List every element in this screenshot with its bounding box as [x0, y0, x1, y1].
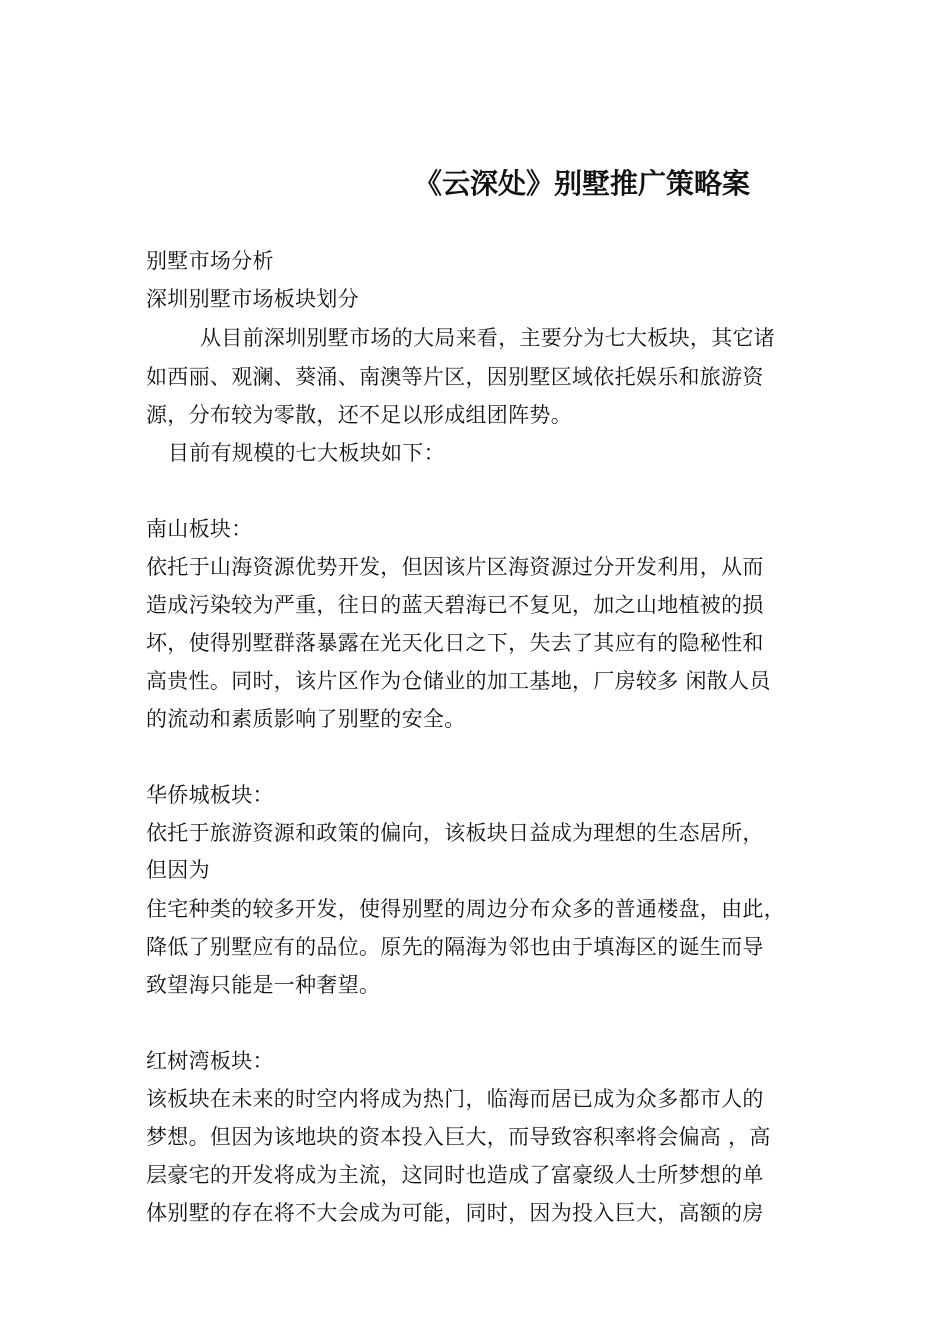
paragraph-line: 层豪宅的开发将成为主流，这同时也造成了富豪级人士所梦想的单 [146, 1163, 764, 1187]
paragraph-line: 如西丽、观澜、葵涌、南澳等片区，因别墅区域依托娱乐和旅游资 [146, 365, 764, 389]
paragraph-line: 高贵性。同时，该片区作为仓储业的加工基地，厂房较多 闲散人员 [146, 669, 771, 693]
paragraph-line: 但因为 [146, 858, 210, 882]
paragraph-line: 依托于旅游资源和政策的偏向，该板块日益成为理想的生态居所， [146, 821, 764, 845]
paragraph-line: 依托于山海资源优势开发，但因该片区海资源过分开发利用，从而 [146, 555, 764, 579]
block-heading: 红树湾板块： [146, 1049, 274, 1073]
paragraph-line: 源，分布较为零散，还不足以形成组团阵势。 [146, 403, 572, 427]
paragraph-line: 体别墅的存在将不大会成为可能，同时，因为投入巨大，高额的房 [146, 1201, 764, 1225]
document-title: 《云深处》别墅推广策略案 [414, 167, 751, 200]
paragraph-line: 目前有规模的七大板块如下： [168, 441, 445, 465]
paragraph-line: 坏，使得别墅群落暴露在光天化日之下，失去了其应有的隐秘性和 [146, 631, 764, 655]
paragraph-line: 致望海只能是一种奢望。 [146, 973, 381, 997]
paragraph-line: 梦想。但因为该地块的资本投入巨大，而导致容积率将会偏高 ，高 [146, 1125, 771, 1149]
subsection-heading: 深圳别墅市场板块划分 [146, 287, 359, 311]
block-heading: 南山板块： [146, 517, 253, 541]
paragraph-line: 从目前深圳别墅市场的大局来看，主要分为七大板块，其它诸 [200, 326, 776, 350]
paragraph-line: 该板块在未来的时空内将成为热门，临海而居已成为众多都市人的 [146, 1087, 764, 1111]
paragraph-line: 的流动和素质影响了别墅的安全。 [146, 707, 466, 731]
paragraph-line: 造成污染较为严重，往日的蓝天碧海已不复见，加之山地植被的损 [146, 593, 764, 617]
paragraph-line: 住宅种类的较多开发，使得别墅的周边分布众多的普通楼盘，由此， [146, 897, 785, 921]
block-heading: 华侨城板块： [146, 783, 274, 807]
paragraph-line: 降低了别墅应有的品位。原先的隔海为邻也由于填海区的诞生而导 [146, 935, 764, 959]
section-heading: 别墅市场分析 [146, 249, 274, 273]
